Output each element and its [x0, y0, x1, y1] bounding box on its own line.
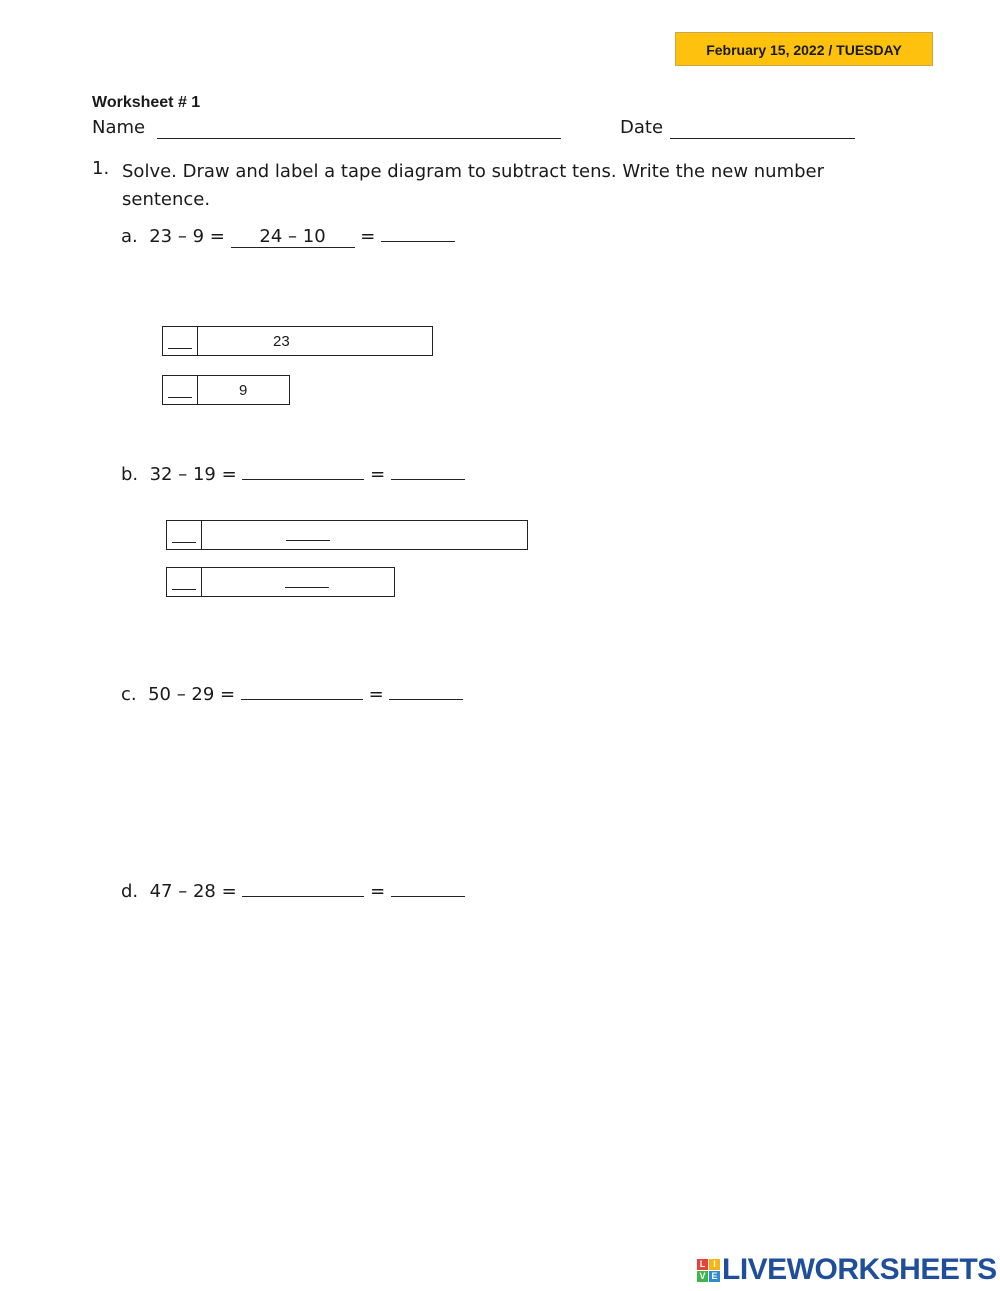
problem-a	[121, 223, 455, 248]
logo-cubes-icon	[697, 1259, 720, 1282]
answer-blank[interactable]	[389, 681, 463, 700]
tape-value-blank[interactable]	[285, 587, 329, 588]
problem-expression: 23 – 9 =	[149, 226, 225, 247]
tape-diagram-a-bottom	[162, 375, 290, 405]
equals-sign: =	[370, 464, 386, 485]
problem-expression: 32 – 19 =	[149, 464, 237, 485]
problem-expression: 47 – 28 =	[149, 881, 237, 902]
tape-label-blank[interactable]	[167, 568, 202, 596]
tape-segment	[198, 376, 289, 404]
tape-label-blank[interactable]	[163, 327, 198, 355]
new-sentence-blank[interactable]	[241, 681, 363, 700]
problem-c	[121, 681, 463, 705]
date-badge: February 15, 2022 / TUESDAY	[675, 32, 933, 66]
date-label: Date	[620, 117, 664, 138]
tape-label-blank[interactable]	[167, 521, 202, 549]
tape-segment	[202, 568, 394, 596]
equals-sign: =	[360, 226, 376, 247]
logo-cube: I	[709, 1259, 720, 1270]
answer-blank[interactable]	[381, 223, 455, 242]
tape-diagram-b-bottom	[166, 567, 395, 597]
date-field[interactable]	[670, 138, 855, 139]
tape-value: 9	[239, 382, 248, 399]
problem-d	[121, 878, 465, 902]
tape-value: 23	[273, 333, 290, 350]
tape-diagram-b-top	[166, 520, 528, 550]
name-field[interactable]	[157, 138, 561, 139]
tape-segment	[198, 327, 432, 355]
logo-cube: L	[697, 1259, 708, 1270]
logo-cube: V	[697, 1271, 708, 1282]
logo-text: LIVEWORKSHEETS	[722, 1253, 997, 1286]
name-label: Name	[92, 117, 146, 138]
tape-diagram-a-top	[162, 326, 433, 356]
problem-letter: a.	[121, 226, 138, 247]
liveworksheets-logo[interactable]	[697, 1253, 997, 1287]
new-sentence-blank[interactable]	[242, 878, 364, 897]
tape-label-blank[interactable]	[163, 376, 198, 404]
problem-b	[121, 461, 465, 485]
problem-letter: c.	[121, 684, 137, 705]
equals-sign: =	[370, 881, 386, 902]
answer-blank[interactable]	[391, 461, 465, 480]
problem-letter: d.	[121, 881, 139, 902]
new-sentence-answer[interactable]: 24 – 10	[231, 226, 355, 248]
question-instruction: Solve. Draw and label a tape diagram to subtract tens. Write the new number sentence.	[122, 161, 825, 210]
equals-sign: =	[368, 684, 384, 705]
problem-expression: 50 – 29 =	[148, 684, 236, 705]
question-number: 1.	[92, 158, 110, 179]
problem-letter: b.	[121, 464, 139, 485]
tape-segment	[202, 521, 527, 549]
worksheet-title: Worksheet # 1	[92, 94, 201, 111]
tape-value-blank[interactable]	[286, 540, 330, 541]
new-sentence-blank[interactable]	[242, 461, 364, 480]
answer-blank[interactable]	[391, 878, 465, 897]
logo-cube: E	[709, 1271, 720, 1282]
